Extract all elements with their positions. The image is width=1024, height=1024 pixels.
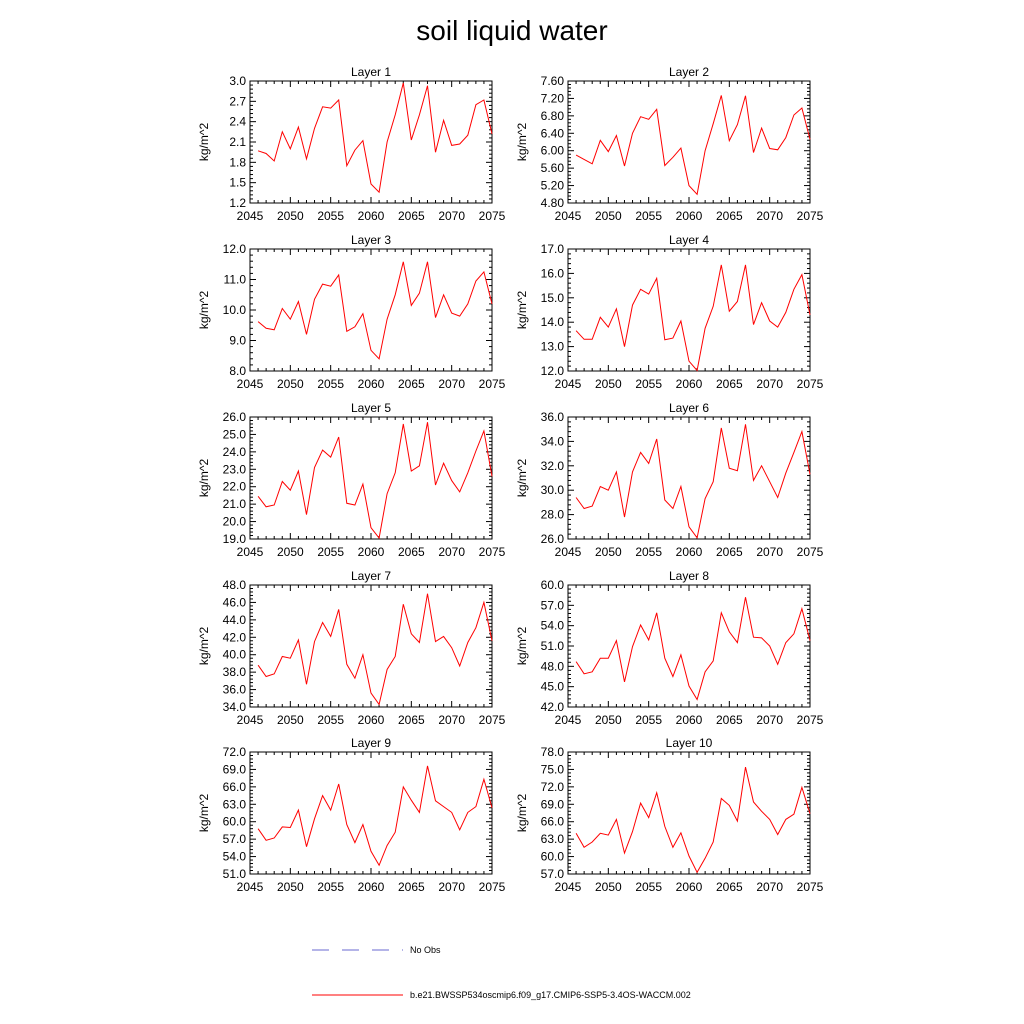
- x-tick-label: 2065: [715, 209, 743, 223]
- x-tick-label: 2075: [478, 377, 506, 391]
- figure-title: soil liquid water: [416, 15, 608, 46]
- x-tick-label: 2055: [635, 209, 663, 223]
- plot-frame: [568, 585, 810, 707]
- y-tick-label: 14.0: [540, 315, 564, 330]
- x-tick-label: 2070: [438, 209, 466, 223]
- x-tick-label: 2060: [675, 713, 703, 727]
- x-tick-label: 2070: [756, 545, 784, 559]
- x-tick-label: 2050: [594, 377, 622, 391]
- x-tick-label: 2045: [554, 377, 582, 391]
- y-tick-label: 6.80: [540, 108, 564, 123]
- y-tick-label: 34.0: [540, 434, 564, 449]
- x-tick-label: 2060: [357, 713, 385, 727]
- x-tick-label: 2070: [438, 880, 466, 894]
- y-tick-label: 69.0: [222, 762, 246, 777]
- y-tick-label: 19.0: [222, 532, 246, 546]
- y-axis-label: kg/m^2: [515, 793, 529, 833]
- x-tick-label: 2070: [438, 713, 466, 727]
- panel-5: [197, 401, 506, 559]
- x-tick-label: 2065: [715, 545, 743, 559]
- x-tick-label: 2050: [276, 377, 304, 391]
- x-tick-label: 2055: [317, 880, 345, 894]
- y-tick-label: 2.7: [229, 94, 246, 109]
- x-tick-label: 2065: [397, 713, 425, 727]
- plot-frame: [250, 585, 492, 707]
- x-tick-label: 2070: [756, 713, 784, 727]
- x-tick-label: 2060: [675, 377, 703, 391]
- panels: [197, 65, 824, 894]
- x-tick-label: 2070: [438, 377, 466, 391]
- y-tick-label: 17.0: [540, 242, 564, 256]
- panel-title: Layer 6: [668, 401, 710, 415]
- y-tick-label: 72.0: [540, 779, 564, 794]
- y-tick-label: 10.0: [222, 303, 246, 317]
- y-tick-label: 63.0: [222, 797, 246, 812]
- x-tick-label: 2065: [715, 713, 743, 727]
- x-tick-label: 2060: [675, 209, 703, 223]
- y-axis-label: kg/m^2: [197, 458, 211, 498]
- x-tick-label: 2045: [236, 713, 264, 727]
- y-tick-label: 40.0: [222, 647, 246, 662]
- x-tick-label: 2075: [796, 377, 824, 391]
- plot-frame: [250, 417, 492, 539]
- x-tick-label: 2055: [317, 545, 345, 559]
- y-tick-label: 48.0: [540, 659, 564, 674]
- series-line: [258, 766, 492, 865]
- x-tick-label: 2060: [675, 545, 703, 559]
- x-tick-label: 2075: [478, 209, 506, 223]
- x-tick-label: 2055: [317, 713, 345, 727]
- series-line: [258, 83, 492, 192]
- y-tick-label: 2.1: [229, 135, 246, 149]
- panel-6: [515, 401, 824, 559]
- y-tick-label: 46.0: [222, 595, 246, 610]
- x-tick-label: 2075: [796, 209, 824, 223]
- x-tick-label: 2050: [276, 880, 304, 894]
- panel-title: Layer 2: [668, 65, 710, 79]
- y-tick-label: 38.0: [222, 665, 246, 680]
- y-tick-label: 1.8: [229, 155, 246, 170]
- y-tick-label: 54.0: [222, 849, 246, 864]
- y-tick-label: 6.40: [540, 126, 564, 141]
- panel-8: [515, 569, 824, 727]
- panel-10: [515, 736, 824, 894]
- y-tick-label: 20.0: [222, 514, 246, 529]
- y-axis-label: kg/m^2: [515, 458, 529, 498]
- y-tick-label: 28.0: [540, 507, 564, 522]
- y-tick-label: 2.4: [229, 114, 246, 129]
- x-tick-label: 2060: [357, 880, 385, 894]
- x-tick-label: 2050: [276, 209, 304, 223]
- panel-title: Layer 9: [350, 736, 392, 750]
- y-tick-label: 34.0: [222, 700, 246, 714]
- y-tick-label: 23.0: [222, 462, 246, 477]
- x-tick-label: 2060: [357, 545, 385, 559]
- series-line: [576, 265, 810, 371]
- x-tick-label: 2050: [594, 713, 622, 727]
- y-tick-label: 42.0: [222, 630, 246, 645]
- y-tick-label: 72.0: [222, 745, 246, 759]
- y-tick-label: 63.0: [540, 832, 564, 847]
- x-tick-label: 2055: [317, 377, 345, 391]
- x-tick-label: 2050: [276, 545, 304, 559]
- plot-frame: [568, 417, 810, 539]
- series-line: [576, 597, 810, 699]
- y-tick-label: 66.0: [540, 814, 564, 829]
- y-tick-label: 7.60: [540, 74, 564, 88]
- plot-frame: [250, 249, 492, 371]
- y-tick-label: 3.0: [229, 74, 246, 88]
- y-axis-label: kg/m^2: [197, 626, 211, 666]
- y-tick-label: 42.0: [540, 700, 564, 714]
- y-tick-label: 25.0: [222, 427, 246, 442]
- x-tick-label: 2045: [236, 545, 264, 559]
- x-tick-label: 2070: [756, 209, 784, 223]
- panel-title: Layer 10: [665, 736, 713, 750]
- x-tick-label: 2045: [554, 880, 582, 894]
- x-tick-label: 2075: [796, 545, 824, 559]
- x-tick-label: 2075: [796, 713, 824, 727]
- y-axis-label: kg/m^2: [515, 122, 529, 162]
- y-axis-label: kg/m^2: [515, 290, 529, 330]
- x-tick-label: 2045: [554, 545, 582, 559]
- x-tick-label: 2070: [756, 880, 784, 894]
- series-line: [576, 424, 810, 538]
- panel-title: Layer 4: [668, 233, 710, 247]
- x-tick-label: 2055: [635, 880, 663, 894]
- panel-1: [197, 65, 506, 223]
- x-tick-label: 2055: [317, 209, 345, 223]
- legend: [312, 945, 691, 1000]
- x-tick-label: 2045: [554, 209, 582, 223]
- y-tick-label: 69.0: [540, 797, 564, 812]
- x-tick-label: 2060: [357, 209, 385, 223]
- y-tick-label: 32.0: [540, 458, 564, 473]
- y-tick-label: 11.0: [223, 272, 246, 287]
- y-tick-label: 24.0: [222, 444, 246, 459]
- x-tick-label: 2060: [357, 377, 385, 391]
- y-tick-label: 16.0: [540, 266, 564, 281]
- y-tick-label: 66.0: [222, 779, 246, 794]
- y-tick-label: 26.0: [540, 532, 564, 546]
- x-tick-label: 2065: [715, 377, 743, 391]
- x-tick-label: 2065: [397, 545, 425, 559]
- plot-frame: [568, 249, 810, 371]
- y-axis-label: kg/m^2: [515, 626, 529, 666]
- y-tick-label: 13.0: [540, 339, 564, 354]
- y-tick-label: 57.0: [222, 832, 246, 847]
- panel-4: [515, 233, 824, 391]
- y-tick-label: 57.0: [540, 867, 564, 881]
- series-line: [576, 95, 810, 194]
- y-tick-label: 48.0: [222, 578, 246, 592]
- y-tick-label: 60.0: [540, 578, 564, 592]
- y-axis-label: kg/m^2: [197, 793, 211, 833]
- x-tick-label: 2070: [438, 545, 466, 559]
- series-line: [258, 594, 492, 705]
- series-line: [258, 262, 492, 359]
- plot-frame: [250, 752, 492, 874]
- x-tick-label: 2060: [675, 880, 703, 894]
- x-tick-label: 2075: [478, 880, 506, 894]
- x-tick-label: 2045: [554, 713, 582, 727]
- series-line: [258, 422, 492, 538]
- y-tick-label: 45.0: [540, 679, 564, 694]
- y-tick-label: 8.0: [229, 364, 246, 378]
- x-tick-label: 2055: [635, 713, 663, 727]
- panel-title: Layer 5: [350, 401, 392, 415]
- panel-9: [197, 736, 506, 894]
- x-tick-label: 2065: [397, 209, 425, 223]
- panel-title: Layer 8: [668, 569, 710, 583]
- panel-title: Layer 1: [350, 65, 392, 79]
- y-tick-label: 5.20: [540, 178, 564, 193]
- panel-2: [515, 65, 824, 223]
- y-tick-label: 51.0: [222, 867, 246, 881]
- legend-obs-label: No Obs: [410, 945, 441, 955]
- y-tick-label: 54.0: [540, 618, 564, 633]
- y-tick-label: 36.0: [222, 682, 246, 697]
- y-tick-label: 36.0: [540, 410, 564, 424]
- y-tick-label: 21.0: [222, 497, 246, 512]
- y-tick-label: 60.0: [540, 849, 564, 864]
- x-tick-label: 2055: [635, 545, 663, 559]
- y-tick-label: 44.0: [222, 612, 246, 627]
- y-tick-label: 51.0: [540, 639, 564, 653]
- y-tick-label: 1.2: [229, 196, 246, 210]
- x-tick-label: 2045: [236, 209, 264, 223]
- x-tick-label: 2050: [276, 713, 304, 727]
- x-tick-label: 2065: [397, 880, 425, 894]
- y-axis-label: kg/m^2: [197, 122, 211, 162]
- panel-title: Layer 3: [350, 233, 392, 247]
- legend-model-label: b.e21.BWSSP534oscmip6.f09_g17.CMIP6-SSP5-3.4OS-WACCM.002: [410, 990, 691, 1000]
- panel-title: Layer 7: [350, 569, 392, 583]
- y-tick-label: 57.0: [540, 598, 564, 613]
- y-tick-label: 78.0: [540, 745, 564, 759]
- x-tick-label: 2075: [478, 713, 506, 727]
- x-tick-label: 2075: [796, 880, 824, 894]
- x-tick-label: 2050: [594, 209, 622, 223]
- x-tick-label: 2065: [397, 377, 425, 391]
- y-axis-label: kg/m^2: [197, 290, 211, 330]
- y-tick-label: 22.0: [222, 479, 246, 494]
- x-tick-label: 2050: [594, 545, 622, 559]
- x-tick-label: 2050: [594, 880, 622, 894]
- y-tick-label: 30.0: [540, 483, 564, 498]
- x-tick-label: 2055: [635, 377, 663, 391]
- y-tick-label: 1.5: [229, 175, 246, 190]
- y-tick-label: 60.0: [222, 814, 246, 829]
- y-tick-label: 26.0: [222, 410, 246, 424]
- panel-3: [197, 233, 506, 391]
- y-tick-label: 6.00: [540, 143, 564, 158]
- x-tick-label: 2045: [236, 377, 264, 391]
- x-tick-label: 2070: [756, 377, 784, 391]
- y-tick-label: 4.80: [540, 196, 564, 210]
- panel-7: [197, 569, 506, 727]
- y-tick-label: 75.0: [540, 762, 564, 777]
- series-line: [576, 767, 810, 872]
- y-tick-label: 12.0: [222, 242, 246, 256]
- x-tick-label: 2045: [236, 880, 264, 894]
- y-tick-label: 5.60: [540, 161, 564, 176]
- y-tick-label: 12.0: [540, 364, 564, 378]
- y-tick-label: 15.0: [540, 290, 564, 305]
- y-tick-label: 9.0: [229, 333, 246, 348]
- y-tick-label: 7.20: [540, 91, 564, 106]
- x-tick-label: 2065: [715, 880, 743, 894]
- x-tick-label: 2075: [478, 545, 506, 559]
